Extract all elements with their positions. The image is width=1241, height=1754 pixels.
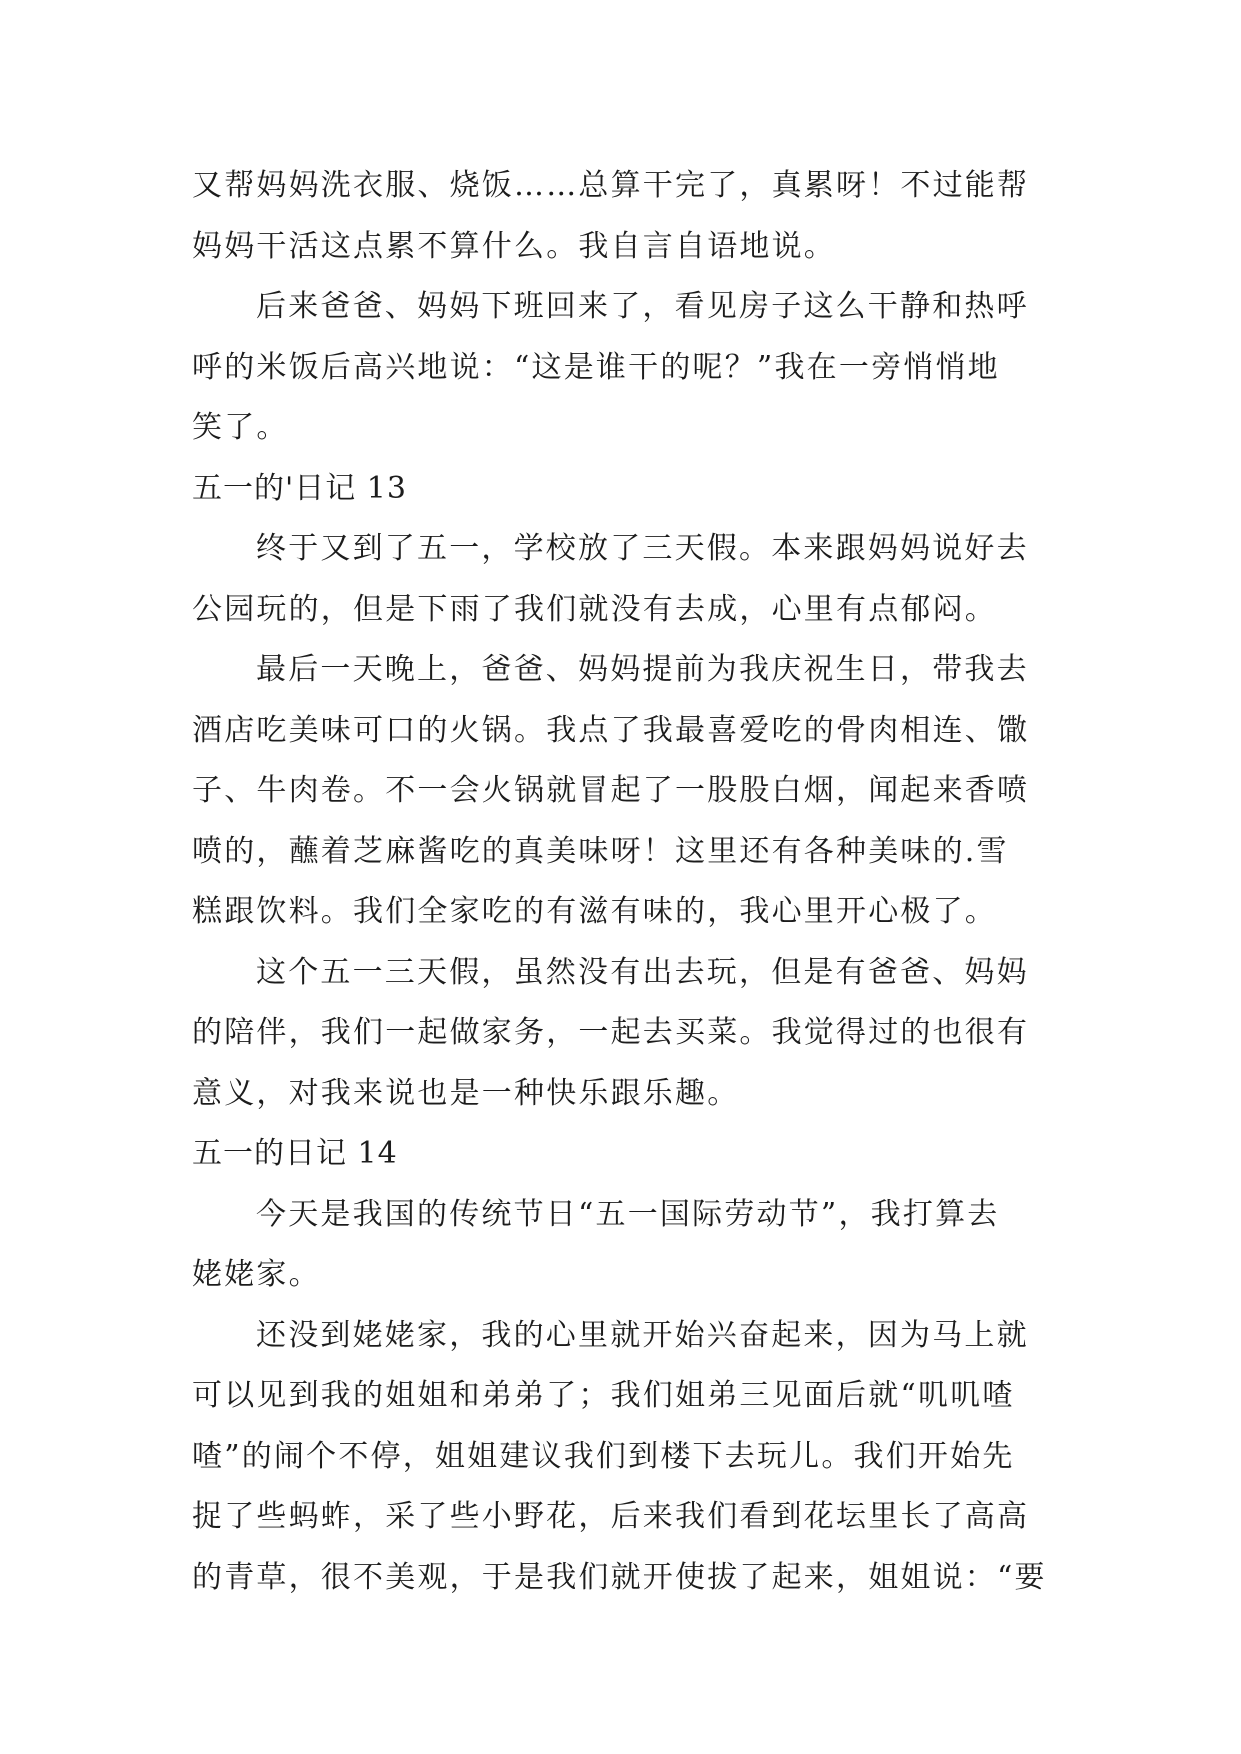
text-line: 可以见到我的姐姐和弟弟了；我们姐弟三见面后就“叽叽喳 — [192, 1378, 1015, 1413]
text-line: 子、牛肉卷。不一会火锅就冒起了一股股白烟，闻起来香喷 — [192, 773, 1030, 808]
text-line: 糕跟饮料。我们全家吃的有滋有味的，我心里开心极了。 — [192, 894, 997, 929]
text-line: 还没到姥姥家，我的心里就开始兴奋起来，因为马上就 — [256, 1317, 1029, 1353]
text-line: 酒店吃美味可口的火锅。我点了我最喜爱吃的骨肉相连、馓 — [192, 712, 1030, 748]
text-line: 的青草，很不美观，于是我们就开使拔了起来，姐姐说：“要 — [192, 1559, 1047, 1595]
text-line: 捉了些蚂蚱，采了些小野花，后来我们看到花坛里长了高高 — [192, 1499, 1030, 1534]
text-line: 今天是我国的传统节日“五一国际劳动节”，我打算去 — [256, 1196, 1000, 1232]
text-line: 的陪伴，我们一起做家务，一起去买菜。我觉得过的也很有 — [192, 1015, 1030, 1050]
text-line: 呼的米饭后高兴地说：“这是谁干的呢？”我在一旁悄悄地 — [192, 349, 1000, 385]
text-line: 喷的，蘸着芝麻酱吃的真美味呀！这里还有各种美味的.雪 — [192, 833, 1009, 869]
text-line: 公园玩的，但是下雨了我们就没有去成，心里有点郁闷。 — [192, 591, 997, 627]
text-line: 意义，对我来说也是一种快乐跟乐趣。 — [192, 1075, 740, 1111]
text-line: 妈妈干活这点累不算什么。我自言自语地说。 — [192, 228, 836, 264]
text-line: 终于又到了五一，学校放了三天假。本来跟妈妈说好去 — [256, 531, 1029, 566]
text-line: 这个五一三天假，虽然没有出去玩，但是有爸爸、妈妈 — [256, 954, 1029, 990]
text-line: 姥姥家。 — [192, 1257, 321, 1292]
section-heading: 五一的日记 14 — [192, 1136, 398, 1171]
document-body — [192, 156, 1052, 1608]
text-line: 又帮妈妈洗衣服、烧饭……总算干完了，真累呀！不过能帮 — [192, 168, 1030, 203]
text-line: 笑了。 — [192, 410, 289, 445]
text-line: 最后一天晚上，爸爸、妈妈提前为我庆祝生日，带我去 — [256, 652, 1029, 687]
text-line: 后来爸爸、妈妈下班回来了，看见房子这么干静和热呼 — [256, 289, 1029, 324]
text-line: 喳”的闹个不停，姐姐建议我们到楼下去玩儿。我们开始先 — [192, 1438, 1015, 1474]
section-heading: 五一的'日记 13 — [192, 470, 407, 506]
